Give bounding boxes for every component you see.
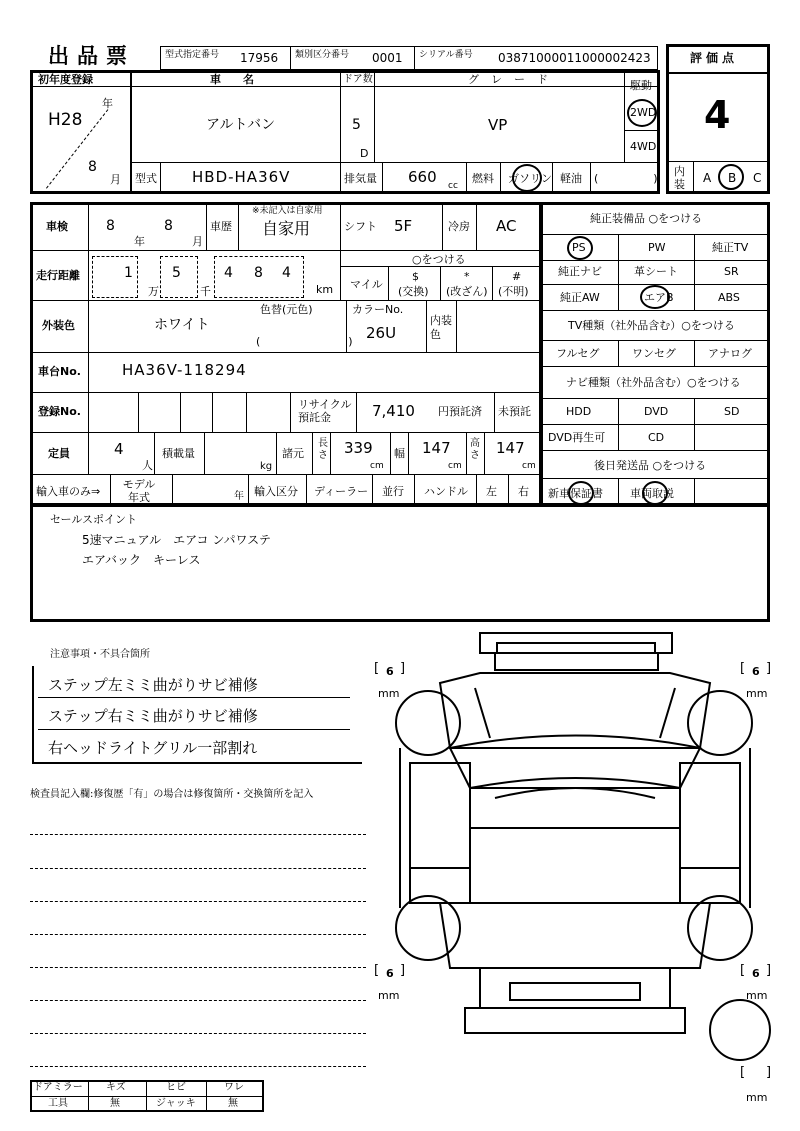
tools-tool: 工具 [48, 1098, 68, 1109]
nav-sd: SD [724, 405, 740, 418]
mileage-mark-note: ○をつける [412, 253, 466, 266]
model-designation-no: 17956 [240, 51, 279, 65]
equip-pw: PW [648, 241, 666, 254]
tire-fr-depth: 6 [752, 665, 760, 678]
door-type: D [360, 147, 369, 160]
tv-title: TV種類（社外品含む）○をつける [568, 319, 735, 332]
later-warranty: 新車保証書 [548, 487, 603, 500]
length-label: 長さ [318, 438, 328, 461]
recycle-amount: 7,410 [372, 402, 415, 420]
tire-rr-bracket-r: ] [766, 963, 772, 978]
exchange-mark: $ [412, 270, 419, 283]
category-label: 類別区分番号 [295, 50, 350, 60]
serial-no: 03871000011000002423 [498, 51, 651, 65]
mileage-digit-5: 4 [282, 265, 291, 281]
score-label: 評価点 [690, 51, 739, 65]
tire-fr-unit: mm [746, 687, 768, 700]
model-designation-label: 型式指定番号 [165, 50, 220, 60]
back-door [480, 968, 670, 1008]
fuel-label: 燃料 [472, 172, 494, 185]
tire-spare-bracket-l: [ [740, 1065, 746, 1080]
height-value: 147 [496, 439, 525, 457]
man-unit: 万 [148, 285, 159, 298]
tampered-label: (改ざん) [446, 285, 488, 298]
tire-fl-unit: mm [378, 687, 400, 700]
drive-2wd-circle [627, 99, 657, 127]
displacement-unit: cc [448, 181, 458, 191]
tv-fullseg: フルセグ [556, 347, 600, 360]
equipment-title: 純正装備品 ○をつける [590, 212, 703, 225]
roof [470, 828, 680, 903]
history-label: 車歴 [210, 220, 232, 233]
tools-header-mirror: ドアミラー [33, 1082, 83, 1093]
interior-color-label: 内装色 [430, 314, 452, 341]
model-code: HBD-HA36V [192, 168, 291, 186]
equip-navi: 純正ナビ [558, 265, 602, 278]
recycle-label: リサイクル預託金 [298, 398, 352, 424]
grade-label: グレード [468, 73, 560, 86]
capacity: 4 [114, 440, 124, 458]
wheel-front-right [688, 691, 752, 755]
equip-leather: 革シート [634, 265, 678, 278]
tire-fl-bracket-l: [ [374, 661, 380, 676]
mileage-digit-1: 1 [124, 265, 133, 281]
tire-spare-bracket-r: ] [766, 1065, 772, 1080]
left-front-door [410, 763, 470, 868]
original-color: ( ) [256, 335, 353, 348]
rear-bumper [465, 1008, 685, 1033]
unknown-mark: # [512, 270, 522, 283]
note-line-3: 右ヘッドライトグリル一部割れ [48, 739, 258, 757]
history-note: ※未記入は自家用 [252, 206, 323, 216]
height-label: 高さ [470, 438, 480, 461]
height-unit: cm [522, 461, 536, 471]
handle-right: 右 [518, 485, 529, 498]
tire-rl-depth: 6 [386, 967, 394, 980]
dims-label: 諸元 [282, 447, 304, 460]
equip-ps: PS [572, 241, 586, 254]
sales-point-line-2: エアバック キーレス [82, 553, 201, 567]
sen-unit: 千 [200, 285, 211, 298]
exchange-label: (交換) [398, 285, 429, 298]
first-reg-era: H28 [48, 110, 83, 130]
serial-label: シリアル番号 [419, 50, 473, 60]
nav-dvd: DVD [644, 405, 669, 418]
sales-point-line-1: 5速マニュアル エアコ ンパワステ [82, 533, 271, 547]
form-title: 出品票 [48, 44, 135, 68]
tools-jack: ジャッキ [156, 1098, 196, 1109]
tools-tool-value: 無 [110, 1098, 120, 1109]
shift-value: 5F [394, 217, 413, 235]
inspection-label: 車検 [46, 220, 68, 233]
km-unit: km [316, 283, 334, 296]
recycle-status: 円預託済 [438, 405, 482, 418]
equip-sr: SR [724, 265, 739, 278]
car-body-diagram [380, 628, 780, 1088]
tv-oneseg: ワンセグ [632, 347, 676, 360]
inspector-label: 検査員記入欄:修復歴「有」の場合は修復箇所・交換箇所を記入 [30, 789, 314, 800]
handle-left: 左 [486, 485, 497, 498]
later-manual: 車両取説 [630, 487, 674, 500]
model-year-label: モデル年式 [122, 478, 156, 504]
color-no-label: カラーNo. [352, 303, 404, 316]
later-manual-circle [642, 481, 668, 505]
import-label: 輸入車のみ⇒ [36, 485, 101, 498]
grade: VP [488, 116, 508, 134]
wheel-rear-right [688, 896, 752, 960]
mile-label: マイル [350, 278, 383, 291]
tire-rl-bracket-l: [ [374, 963, 380, 978]
wheel-rear-left [396, 896, 460, 960]
load-label: 積載量 [162, 447, 195, 460]
fuel-other: ( ) [594, 172, 658, 185]
interior-c: C [753, 171, 762, 185]
first-reg-label: 初年度登録 [38, 73, 93, 86]
tire-fr-bracket-r: ] [766, 661, 772, 676]
fuel-diesel: 軽油 [560, 172, 582, 185]
fuel-gas: ガソリン [508, 172, 552, 185]
interior-b-circle [718, 164, 744, 190]
right-front-door [680, 763, 740, 868]
month-unit: 月 [110, 173, 121, 186]
rear-glass [440, 903, 710, 968]
width-label: 幅 [394, 447, 405, 460]
length-value: 339 [344, 439, 373, 457]
tools-header-crack: ヒビ [166, 1082, 186, 1093]
inspection-month-unit: 月 [192, 235, 203, 248]
equip-airbag-circle [640, 285, 670, 309]
front-bumper [480, 633, 672, 653]
front-grille [495, 653, 658, 670]
fuel-gas-circle [512, 164, 542, 192]
category-no: 0001 [372, 51, 403, 65]
mileage-digit-3: 4 [224, 265, 233, 281]
doors-label: ドア数 [343, 74, 373, 85]
parallel-option: 並行 [382, 485, 404, 498]
tire-spare-unit: mm [746, 1091, 768, 1104]
tools-header-break: ワレ [224, 1082, 244, 1093]
car-name: アルトバン [206, 117, 276, 133]
interior-b: B [728, 171, 737, 185]
equip-tv: 純正TV [712, 241, 749, 254]
roof-front [470, 788, 680, 828]
tire-rr-bracket-l: [ [740, 963, 746, 978]
chassis-no: HA36V-118294 [122, 361, 247, 379]
equip-ps-circle [567, 236, 593, 260]
tools-jack-value: 無 [228, 1098, 238, 1109]
later-warranty-circle [568, 481, 594, 505]
reg-no-label: 登録No. [38, 405, 81, 418]
tire-fl-bracket-r: ] [400, 661, 406, 676]
color-note: 色替(元色) [260, 303, 313, 316]
first-reg-month: 8 [88, 159, 97, 175]
year-unit: 年 [102, 97, 113, 110]
ac-label: 冷房 [448, 220, 470, 233]
mileage-digit-4: 8 [254, 265, 263, 281]
ac-value: AC [496, 217, 517, 235]
tampered-mark: * [464, 270, 470, 283]
interior-a: A [703, 171, 712, 185]
drive-2wd: 2WD [630, 106, 657, 119]
chassis-label: 車台No. [38, 365, 81, 378]
inspection-month: 8 [164, 218, 173, 234]
recycle-unpaid: 未預託 [498, 405, 531, 418]
car-name-label: 車名 [210, 73, 276, 86]
tire-rl-unit: mm [378, 989, 400, 1002]
history-value: 自家用 [262, 219, 311, 238]
tire-fr-bracket-l: [ [740, 661, 746, 676]
model-label: 型式 [135, 172, 157, 185]
capacity-label: 定員 [48, 447, 70, 460]
mileage-label: 走行距離 [36, 269, 80, 282]
tire-rl-bracket-r: ] [400, 963, 406, 978]
equip-airbag: エアB [644, 291, 674, 304]
length-unit: cm [370, 461, 384, 471]
dealer-option: ディーラー [314, 485, 369, 498]
note-line-2: ステップ右ミミ曲がりサビ補修 [48, 707, 258, 725]
nav-cd: CD [648, 431, 665, 444]
handle-label: ハンドル [424, 485, 468, 498]
capacity-unit: 人 [142, 459, 153, 472]
tire-rr-unit: mm [746, 989, 768, 1002]
note-line-1: ステップ左ミミ曲がりサビ補修 [48, 676, 258, 694]
doors: 5 [352, 117, 361, 133]
width-unit: cm [448, 461, 462, 471]
tire-rr-depth: 6 [752, 967, 760, 980]
hood [440, 673, 710, 748]
wheel-spare [710, 1000, 770, 1060]
mileage-digit-2: 5 [172, 265, 181, 281]
tv-analog: アナログ [708, 347, 752, 360]
nav-title: ナビ種類（社外品含む）○をつける [566, 376, 741, 389]
equip-abs: ABS [718, 291, 740, 304]
notes-label: 注意事項・不具合箇所 [50, 649, 150, 660]
interior-label: 内装 [674, 165, 685, 191]
sales-points-label: セールスポイント [50, 513, 138, 526]
displacement: 660 [408, 168, 437, 186]
equip-aw: 純正AW [560, 291, 600, 304]
inspection-year: 8 [106, 218, 115, 234]
score-value: 4 [704, 93, 731, 137]
windshield [450, 736, 700, 789]
color-no: 26U [366, 324, 397, 342]
unknown-label: (不明) [498, 285, 529, 298]
later-title: 後日発送品 ○をつける [594, 459, 707, 472]
model-year-unit: 年 [234, 491, 244, 502]
import-type-label: 輸入区分 [254, 485, 298, 498]
load-unit: kg [260, 461, 273, 472]
tire-fl-depth: 6 [386, 665, 394, 678]
exterior-color: ホワイト [154, 317, 210, 333]
drive-label: 駆動 [630, 79, 652, 92]
drive-4wd: 4WD [630, 140, 657, 153]
nav-dvd-play: DVD再生可 [548, 431, 606, 444]
inspection-year-unit: 年 [134, 235, 145, 248]
shift-label: シフト [344, 220, 377, 233]
tools-header-scratch: キズ [106, 1082, 126, 1093]
width-value: 147 [422, 439, 451, 457]
exterior-label: 外装色 [42, 319, 75, 332]
displacement-label: 排気量 [344, 172, 377, 185]
nav-hdd: HDD [566, 405, 592, 418]
